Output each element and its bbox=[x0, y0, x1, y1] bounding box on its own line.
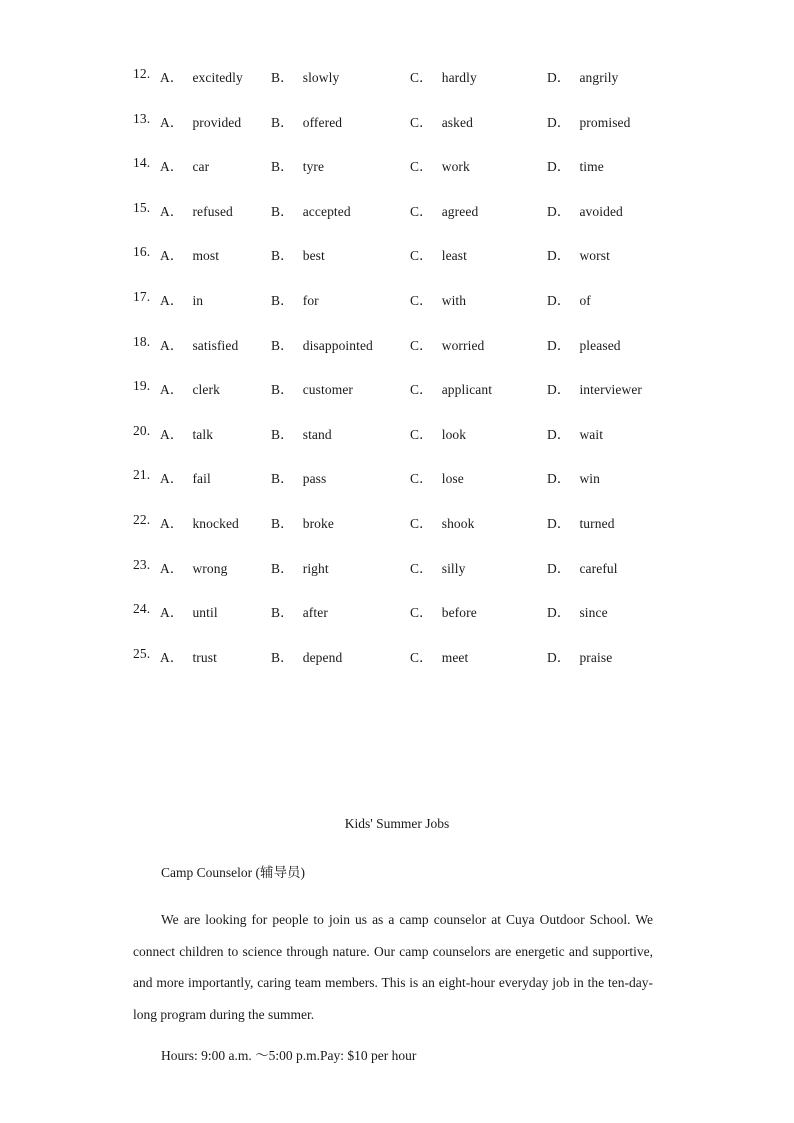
section-heading: Camp Counselor (辅导员) bbox=[161, 865, 305, 880]
option-letter: B． bbox=[271, 203, 294, 219]
option-b bbox=[271, 155, 324, 175]
option-letter: D． bbox=[547, 605, 571, 621]
option-c bbox=[410, 111, 473, 131]
option-a bbox=[160, 467, 211, 487]
option-a bbox=[160, 601, 218, 621]
option-letter: C． bbox=[410, 515, 433, 531]
option-letter: A． bbox=[160, 560, 184, 576]
option-a bbox=[160, 557, 227, 577]
option-c bbox=[410, 155, 470, 175]
option-letter: C． bbox=[410, 70, 433, 85]
option-a bbox=[160, 423, 213, 443]
option-text: hardly bbox=[441, 70, 477, 85]
option-text: talk bbox=[192, 426, 214, 442]
question-number: 16. bbox=[133, 244, 151, 260]
option-letter: B． bbox=[271, 248, 294, 264]
option-text: least bbox=[441, 248, 467, 264]
option-c bbox=[410, 601, 477, 621]
option-letter: D． bbox=[547, 114, 571, 130]
option-text: applicant bbox=[441, 382, 493, 398]
option-b bbox=[271, 378, 353, 398]
option-c bbox=[410, 66, 477, 86]
question-number: 22. bbox=[133, 511, 151, 527]
option-c bbox=[410, 289, 466, 309]
option-text: tyre bbox=[302, 159, 325, 175]
option-b bbox=[271, 111, 342, 131]
question-row bbox=[0, 467, 794, 512]
option-letter: B． bbox=[271, 649, 294, 665]
passage-paragraph: We are looking for people to join us as a camp counselor at Cuya Outdoor School. We connect children to science through nature. Our camp counselors are energetic and supportive, and more importantly, caring team members. This is an eight-hour everyday job in the ten-day-long program during the summer. bbox=[133, 912, 653, 1022]
option-text: for bbox=[302, 292, 319, 308]
option-letter: C． bbox=[410, 605, 433, 621]
option-text: work bbox=[441, 159, 470, 175]
option-text: shook bbox=[441, 515, 475, 531]
option-letter: D． bbox=[547, 159, 571, 175]
option-text: clerk bbox=[192, 382, 220, 398]
option-text: car bbox=[192, 159, 210, 175]
option-letter: C． bbox=[410, 426, 433, 442]
option-letter: A． bbox=[160, 471, 184, 487]
option-letter: D． bbox=[547, 70, 571, 85]
option-text: careful bbox=[579, 560, 618, 576]
option-letter: C． bbox=[410, 560, 433, 576]
option-letter: D． bbox=[547, 560, 571, 576]
option-letter: A． bbox=[160, 292, 184, 308]
option-d bbox=[547, 646, 612, 666]
question-row bbox=[0, 557, 794, 602]
question-row bbox=[0, 289, 794, 334]
option-b bbox=[271, 200, 351, 220]
question-number: 25. bbox=[133, 645, 151, 661]
option-d bbox=[547, 155, 604, 175]
option-letter: A． bbox=[160, 248, 184, 264]
option-d bbox=[547, 244, 610, 264]
option-c bbox=[410, 334, 484, 354]
option-a bbox=[160, 512, 239, 532]
option-text: after bbox=[302, 605, 328, 621]
option-text: disappointed bbox=[302, 337, 373, 353]
option-letter: A． bbox=[160, 605, 184, 621]
question-row bbox=[0, 512, 794, 557]
option-a bbox=[160, 334, 238, 354]
option-letter: B． bbox=[271, 426, 294, 442]
option-letter: D． bbox=[547, 649, 571, 665]
option-text: best bbox=[302, 248, 325, 264]
question-row bbox=[0, 200, 794, 245]
question-row bbox=[0, 646, 794, 691]
option-text: until bbox=[192, 605, 218, 621]
option-text: worried bbox=[441, 337, 485, 353]
option-d bbox=[547, 378, 642, 398]
option-letter: B． bbox=[271, 382, 294, 398]
option-letter: D． bbox=[547, 426, 571, 442]
option-b bbox=[271, 289, 319, 309]
question-row bbox=[0, 334, 794, 379]
option-text: satisfied bbox=[192, 337, 239, 353]
option-d bbox=[547, 66, 618, 86]
option-b bbox=[271, 66, 339, 86]
option-text: asked bbox=[441, 114, 473, 130]
option-text: pass bbox=[302, 471, 327, 487]
option-letter: C． bbox=[410, 337, 433, 353]
question-number: 21. bbox=[133, 467, 151, 483]
option-letter: A． bbox=[160, 382, 184, 398]
option-text: offered bbox=[302, 114, 343, 130]
option-d bbox=[547, 200, 623, 220]
question-row bbox=[0, 601, 794, 646]
option-letter: B． bbox=[271, 70, 294, 85]
question-row bbox=[0, 423, 794, 468]
option-letter: A． bbox=[160, 203, 184, 219]
question-row bbox=[0, 244, 794, 289]
option-text: refused bbox=[192, 203, 233, 219]
option-b bbox=[271, 557, 329, 577]
option-letter: A． bbox=[160, 515, 184, 531]
option-text: before bbox=[441, 605, 477, 621]
option-a bbox=[160, 244, 219, 264]
option-letter: A． bbox=[160, 649, 184, 665]
option-text: worst bbox=[579, 248, 610, 264]
option-text: avoided bbox=[579, 203, 623, 219]
option-letter: D． bbox=[547, 337, 571, 353]
option-text: promised bbox=[579, 114, 631, 130]
option-c bbox=[410, 646, 468, 666]
option-letter: B． bbox=[271, 605, 294, 621]
option-c bbox=[410, 378, 492, 398]
option-letter: D． bbox=[547, 515, 571, 531]
option-text: with bbox=[441, 292, 467, 308]
question-number: 15. bbox=[133, 199, 151, 215]
option-text: most bbox=[192, 248, 220, 264]
option-letter: D． bbox=[547, 471, 571, 487]
option-text: excitedly bbox=[192, 70, 243, 85]
option-text: lose bbox=[441, 471, 464, 487]
option-text: depend bbox=[302, 649, 343, 665]
option-a bbox=[160, 289, 203, 309]
passage-title: Kids' Summer Jobs bbox=[344, 816, 450, 831]
option-text: accepted bbox=[302, 203, 351, 219]
option-text: right bbox=[302, 560, 329, 576]
option-text: provided bbox=[192, 114, 242, 130]
option-d bbox=[547, 601, 608, 621]
question-row bbox=[0, 378, 794, 423]
option-b bbox=[271, 601, 328, 621]
option-c bbox=[410, 244, 467, 264]
option-text: interviewer bbox=[579, 382, 643, 398]
question-number: 19. bbox=[133, 378, 151, 394]
option-text: knocked bbox=[192, 515, 239, 531]
option-d bbox=[547, 512, 615, 532]
option-d bbox=[547, 289, 591, 309]
question-number: 12. bbox=[133, 66, 151, 81]
option-d bbox=[547, 467, 600, 487]
option-letter: C． bbox=[410, 114, 433, 130]
option-letter: D． bbox=[547, 292, 571, 308]
option-c bbox=[410, 467, 464, 487]
option-text: agreed bbox=[441, 203, 479, 219]
option-b bbox=[271, 512, 334, 532]
option-text: look bbox=[441, 426, 467, 442]
option-a bbox=[160, 111, 241, 131]
option-letter: C． bbox=[410, 292, 433, 308]
option-c bbox=[410, 557, 465, 577]
option-text: silly bbox=[441, 560, 466, 576]
option-d bbox=[547, 423, 603, 443]
hours-pay-line: Hours: 9:00 a.m. ～5:00 p.m.Pay: $10 per hour bbox=[161, 1048, 417, 1063]
option-text: pleased bbox=[579, 337, 621, 353]
option-text: trust bbox=[192, 649, 217, 665]
question-number: 13. bbox=[133, 110, 151, 126]
question-row bbox=[0, 111, 794, 156]
option-letter: B． bbox=[271, 515, 294, 531]
option-text: angrily bbox=[579, 70, 619, 85]
option-text: slowly bbox=[302, 70, 340, 85]
option-letter: A． bbox=[160, 70, 184, 85]
option-a bbox=[160, 155, 209, 175]
option-letter: A． bbox=[160, 159, 184, 175]
question-number: 20. bbox=[133, 422, 151, 438]
option-letter: A． bbox=[160, 426, 184, 442]
option-b bbox=[271, 423, 332, 443]
option-a bbox=[160, 378, 220, 398]
option-text: wait bbox=[579, 426, 604, 442]
option-letter: C． bbox=[410, 471, 433, 487]
option-text: praise bbox=[579, 649, 613, 665]
option-text: fail bbox=[192, 471, 211, 487]
question-row bbox=[0, 66, 794, 111]
option-text: customer bbox=[302, 382, 354, 398]
option-letter: C． bbox=[410, 203, 433, 219]
option-d bbox=[547, 334, 621, 354]
option-letter: B． bbox=[271, 471, 294, 487]
option-letter: B． bbox=[271, 114, 294, 130]
option-c bbox=[410, 423, 466, 443]
option-letter: A． bbox=[160, 114, 184, 130]
question-row bbox=[0, 155, 794, 200]
option-text: stand bbox=[302, 426, 332, 442]
option-letter: A． bbox=[160, 337, 184, 353]
question-number: 24. bbox=[133, 601, 151, 617]
option-letter: B． bbox=[271, 292, 294, 308]
option-b bbox=[271, 467, 326, 487]
option-text: win bbox=[579, 471, 601, 487]
option-a bbox=[160, 200, 233, 220]
option-d bbox=[547, 111, 631, 131]
option-letter: C． bbox=[410, 248, 433, 264]
question-number: 18. bbox=[133, 333, 151, 349]
option-text: in bbox=[192, 292, 204, 308]
option-b bbox=[271, 244, 325, 264]
question-number: 14. bbox=[133, 155, 151, 171]
option-d bbox=[547, 557, 618, 577]
question-list bbox=[0, 66, 794, 690]
question-number: 23. bbox=[133, 556, 151, 572]
option-text: of bbox=[579, 292, 591, 308]
option-letter: C． bbox=[410, 649, 433, 665]
option-letter: B． bbox=[271, 560, 294, 576]
option-text: broke bbox=[302, 515, 334, 531]
question-number: 17. bbox=[133, 288, 151, 304]
option-a bbox=[160, 66, 243, 86]
option-b bbox=[271, 646, 342, 666]
option-letter: B． bbox=[271, 159, 294, 175]
option-a bbox=[160, 646, 217, 666]
option-text: time bbox=[579, 159, 604, 175]
option-letter: B． bbox=[271, 337, 294, 353]
option-letter: C． bbox=[410, 382, 433, 398]
option-text: turned bbox=[579, 515, 615, 531]
option-letter: D． bbox=[547, 382, 571, 398]
option-letter: D． bbox=[547, 248, 571, 264]
option-letter: C． bbox=[410, 159, 433, 175]
option-letter: D． bbox=[547, 203, 571, 219]
option-text: meet bbox=[441, 649, 469, 665]
option-c bbox=[410, 200, 478, 220]
option-text: wrong bbox=[192, 560, 228, 576]
option-c bbox=[410, 512, 474, 532]
option-b bbox=[271, 334, 373, 354]
option-text: since bbox=[579, 605, 608, 621]
